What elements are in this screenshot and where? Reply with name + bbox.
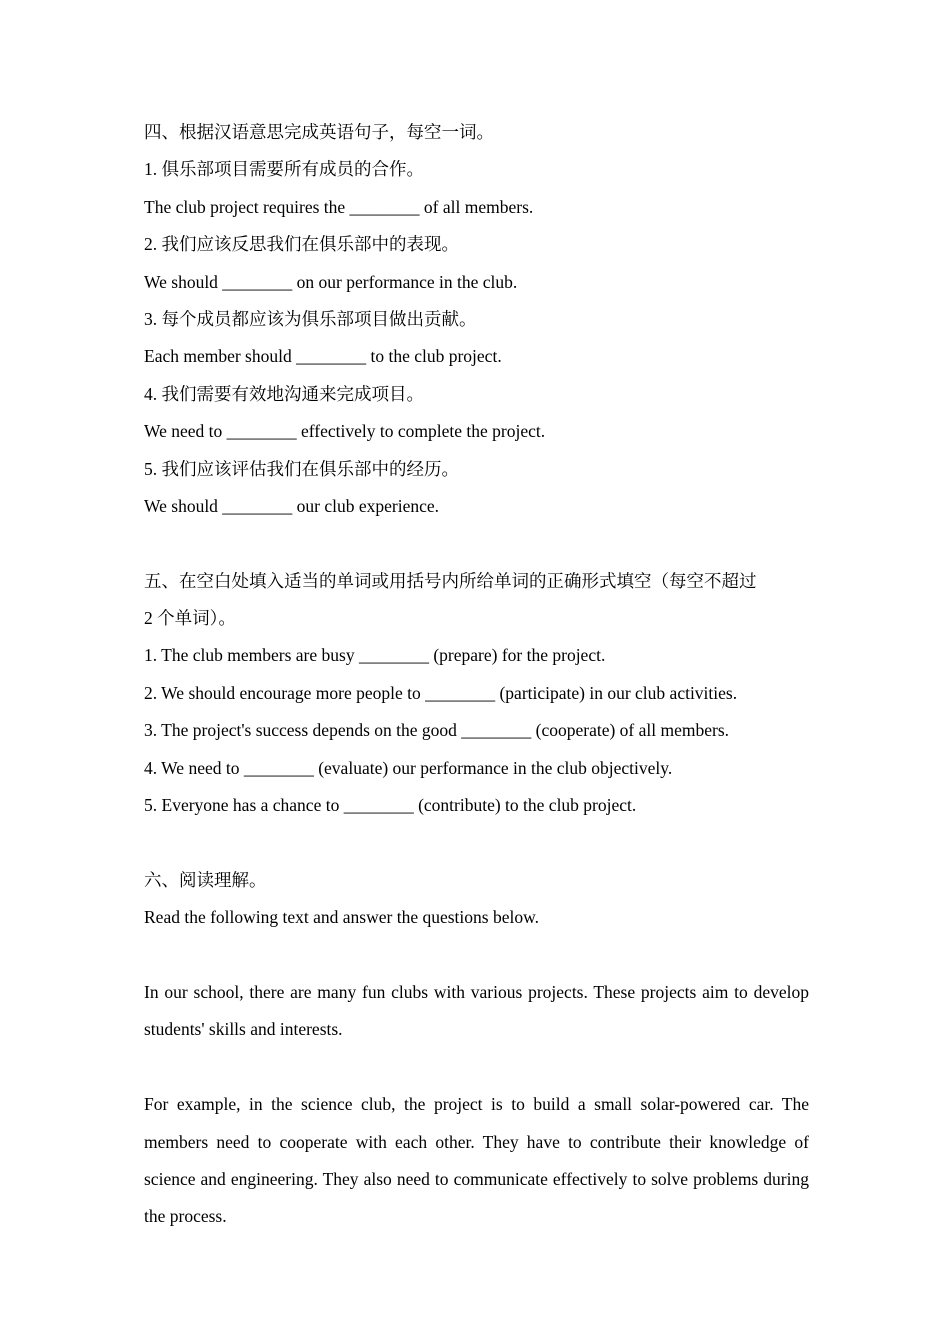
section-5-item-3: 3. The project's success depends on the good ________ (cooperate) of all members. xyxy=(144,720,730,741)
section-5-item-2: 2. We should encourage more people to ________ (participate) in our club activities. xyxy=(144,682,738,703)
section-5 xyxy=(144,563,809,825)
reading-paragraph-1: In our school, there are many fun clubs with various projects. These projects aim to develop students' skills and interests. xyxy=(144,981,809,1040)
section-4-item-2-cn: 2. 我们应该反思我们在俱乐部中的表现。 xyxy=(144,234,459,255)
section-4-item-4-en: We need to ________ effectively to complete the project. xyxy=(144,421,546,442)
reading-instruction: Read the following text and answer the questions below. xyxy=(144,907,539,928)
section-4-item-5-cn: 5. 我们应该评估我们在俱乐部中的经历。 xyxy=(144,458,459,479)
section-4-item-5-en: We should ________ our club experience. xyxy=(144,495,440,516)
section-4-item-4-cn: 4. 我们需要有效地沟通来完成项目。 xyxy=(144,383,424,404)
section-6-heading: 六、阅读理解。 xyxy=(144,869,267,890)
section-5-item-5: 5. Everyone has a chance to ________ (contribute) to the club project. xyxy=(144,795,637,816)
section-4-item-1-en: The club project requires the ________ of all members. xyxy=(144,196,534,217)
section-4-item-3-cn: 3. 每个成员都应该为俱乐部项目做出贡献。 xyxy=(144,308,477,329)
spacer xyxy=(144,1049,809,1086)
section-4 xyxy=(144,114,809,525)
spacer xyxy=(144,937,809,974)
spacer xyxy=(144,824,809,861)
section-5-item-1: 1. The club members are busy ________ (prepare) for the project. xyxy=(144,645,606,666)
reading-paragraph-2: For example, in the science club, the project is to build a small solar-powered car. The members need to cooperate with each other. They have to contribute their knowledge of science and engineering. They also need to communicate effectively to solve problems during the process. xyxy=(144,1094,809,1227)
section-4-item-1-cn: 1. 俱乐部项目需要所有成员的合作。 xyxy=(144,159,424,180)
section-5-item-4: 4. We need to ________ (evaluate) our performance in the club objectively. xyxy=(144,757,673,778)
section-5-heading-line-2: 2 个单词）。 xyxy=(144,608,236,629)
section-4-item-2-en: We should ________ on our performance in the club. xyxy=(144,271,518,292)
section-4-heading: 四、根据汉语意思完成英语句子，每空一词。 xyxy=(144,122,494,142)
spacer xyxy=(144,525,809,562)
section-6 xyxy=(144,862,809,1236)
section-4-item-3-en: Each member should ________ to the club project. xyxy=(144,346,502,367)
worksheet-page xyxy=(144,114,809,1236)
section-5-heading-line-1: 五、在空白处填入适当的单词或用括号内所给单词的正确形式填空（每空不超过 xyxy=(144,570,757,591)
